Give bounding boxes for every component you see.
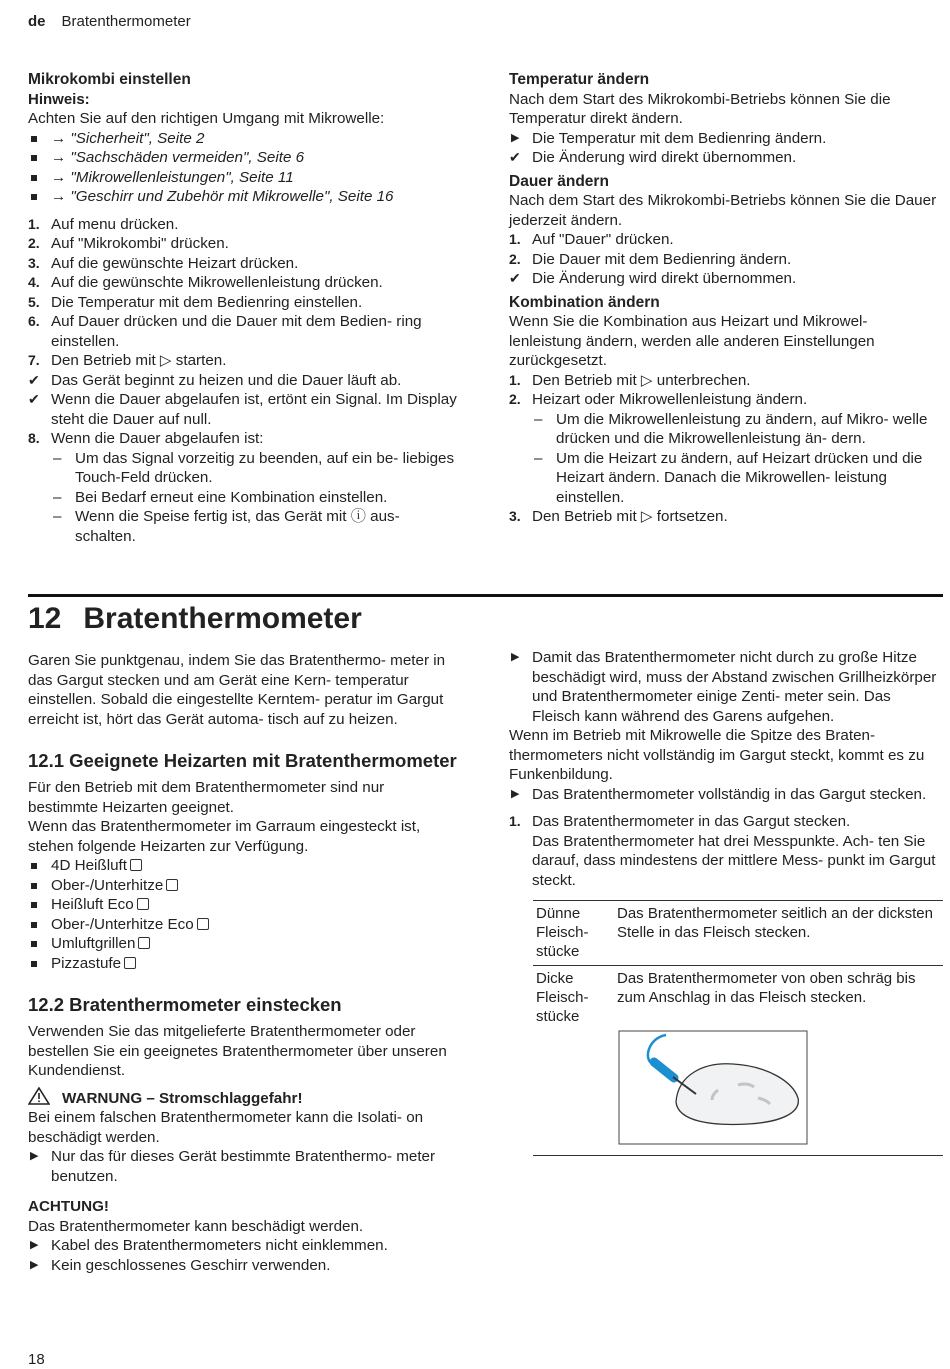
section-12-1-heading: 12.1 Geeignete Heizarten mit Bratenthermometer <box>28 750 457 771</box>
intro-text: Garen Sie punktgenau, indem Sie das Bratenthermo- meter in das Gargut stecken und am Gerät eine Kern- temperatur einstellen. Sobald die eingestellte Kerntem- peratur im Gargut erreicht ist, hört das Gerät automa- tisch auf zu heizen. <box>28 652 446 728</box>
result-item: ✔ Die Änderung wird direkt übernommen. <box>509 149 797 166</box>
heizart-item: Ober-/Unterhitze <box>28 876 458 896</box>
step-item: 4. Auf die gewünschte Mikrowellenleistung drücken. <box>28 274 383 291</box>
mikrokombi-heading: Mikrokombi einstellen <box>28 71 191 88</box>
right-top-column <box>509 70 943 527</box>
language-code: de <box>28 13 46 30</box>
temperatur-heading: Temperatur ändern <box>509 71 650 88</box>
triangle-icon: ▶ <box>30 1258 39 1271</box>
section-title <box>28 601 362 637</box>
table-cell: Das Bratenthermometer von oben schräg bis zum Anschlag in das Fleisch stecken. <box>614 966 943 1031</box>
heizart-pizzastufe-icon <box>124 957 136 969</box>
section-12-2-heading: 12.2 Bratenthermometer einstecken <box>28 994 342 1015</box>
sub-item: – Um die Heizart zu ändern, auf Heizart drücken und die Heizart ändern. Danach die Mikrowellen- leistung einstellen. <box>534 449 923 506</box>
heizarten-text-1: Für den Betrieb mit dem Bratenthermometer sind nur bestimmte Heizarten geeignet. <box>28 779 385 816</box>
kombination-heading: Kombination ändern <box>509 293 660 311</box>
reference-list <box>28 129 458 207</box>
sub-item: – Wenn die Speise fertig ist, das Gerät mit ⓘ aus- schalten. <box>53 508 400 545</box>
sub-item: – Um das Signal vorzeitig zu beenden, auf ein be- liebiges Touch-Feld drücken. <box>53 449 455 486</box>
heizart-umluftgrillen-icon <box>138 937 150 949</box>
reference-link[interactable]: → "Sachschäden vermeiden", Seite 6 <box>28 148 458 168</box>
einstecken-text: Verwenden Sie das mitgelieferte Bratenthermometer oder bestellen Sie ein geeignetes Bratenthermometer über unseren Kundendienst. <box>28 1023 447 1079</box>
action-item: ▶ Das Bratenthermometer vollständig in das Gargut stecken. <box>511 785 927 803</box>
funkenbildung-text: Wenn im Betrieb mit Mikrowelle die Spitze des Braten- thermometers nicht vollständig im Gargut steckt, kommt es zu Funkenbildung. <box>509 727 925 783</box>
warning-title: WARNUNG – Stromschlaggefahr! <box>28 1087 458 1109</box>
warning-action: ▶ Nur das für dieses Gerät bestimmte Bratenthermo- meter benutzen. <box>30 1148 436 1185</box>
action-item: ▶ Damit das Bratenthermometer nicht durch zu große Hitze beschädigt wird, muss der Abstand zwischen Grillheizkörper und Bratenthermometer einige Zenti- meter sein. Das Fleisch kann während des Garens aufgehen. <box>511 649 937 725</box>
step-item: 3. Auf die gewünschte Heizart drücken. <box>28 254 299 272</box>
triangle-icon: ▶ <box>511 787 520 800</box>
step-item: 8. Wenn die Dauer abgelaufen ist: <box>28 430 264 447</box>
step-item: 1. Auf menu drücken. <box>28 215 179 233</box>
left-top-column <box>28 70 458 546</box>
table-cell: Dicke Fleisch- stücke <box>533 966 614 1031</box>
table-cell: Dünne Fleisch- stücke <box>533 901 614 966</box>
right-bottom-column <box>509 648 943 1156</box>
step-list <box>28 215 458 547</box>
reference-link[interactable]: → "Mikrowellenleistungen", Seite 11 <box>28 168 458 188</box>
result-item: ✔ Das Gerät beginnt zu heizen und die Dauer läuft ab. <box>28 371 402 389</box>
step-item: 7. Den Betrieb mit ▷ starten. <box>28 352 227 369</box>
heizart-4d-icon <box>130 859 142 871</box>
heizart-ober-unterhitze-icon <box>166 879 178 891</box>
heizart-item: Ober-/Unterhitze Eco <box>28 915 458 935</box>
step-item: 2. Die Dauer mit dem Bedienring ändern. <box>509 250 792 268</box>
heizart-item: 4D Heißluft <box>28 856 458 876</box>
check-icon: ✔ <box>28 391 40 407</box>
step-item: 5. Die Temperatur mit dem Bedienring einstellen. <box>28 293 363 311</box>
step-item: 2. Heizart oder Mikrowellenleistung ändern. <box>509 391 808 408</box>
heizart-ober-unterhitze-eco-icon <box>197 918 209 930</box>
achtung-action: ▶ Kabel des Bratenthermometers nicht einklemmen. <box>30 1237 388 1254</box>
heizarten-list <box>28 856 458 973</box>
section-rule <box>28 594 943 597</box>
header-title: Bratenthermometer <box>61 13 191 30</box>
heizart-heissluft-eco-icon <box>137 898 149 910</box>
heizarten-text-2: Wenn das Bratenthermometer im Garraum eingesteckt ist, stehen folgende Heizarten zur Verfügung. <box>28 818 421 855</box>
step-item: 6. Auf Dauer drücken und die Dauer mit dem Bedien- ring einstellen. <box>28 313 422 350</box>
table-row <box>533 901 943 966</box>
warning-triangle-icon <box>28 1087 50 1105</box>
check-icon: ✔ <box>28 371 40 388</box>
step-item: 1. Auf "Dauer" drücken. <box>509 231 674 248</box>
reference-link[interactable]: → "Sicherheit", Seite 2 <box>28 129 458 149</box>
heizart-item: Umluftgrillen <box>28 934 458 954</box>
table-cell: Das Bratenthermometer seitlich an der dicksten Stelle in das Fleisch stecken. <box>614 901 943 966</box>
triangle-icon: ▶ <box>511 131 520 144</box>
section-number: 12 <box>28 602 62 635</box>
page-number: 18 <box>28 1351 45 1368</box>
meat-thermometer-illustration <box>618 1030 808 1145</box>
warning-text: Bei einem falschen Bratenthermometer kann die Isolati- on beschädigt werden. <box>28 1109 424 1146</box>
triangle-icon: ▶ <box>511 651 520 663</box>
dauer-text: Nach dem Start des Mikrokombi-Betriebs können Sie die Dauer jederzeit ändern. <box>509 192 937 229</box>
heizart-item: Pizzastufe <box>28 954 458 974</box>
sub-item: – Um die Mikrowellenleistung zu ändern, auf Mikro- welle drücken und die Mikrowellenleistung än- dern. <box>534 410 928 447</box>
kombination-text: Wenn Sie die Kombination aus Heizart und Mikrowel- lenleistung ändern, werden alle anderen Einstellungen zurückgesetzt. <box>509 313 875 369</box>
meat-table <box>533 900 943 1030</box>
triangle-icon: ▶ <box>30 1239 39 1251</box>
section-title-text: Bratenthermometer <box>83 602 362 635</box>
step-item: 2. Auf "Mikrokombi" drücken. <box>28 235 229 252</box>
note-label: Hinweis: <box>28 90 90 108</box>
note-text: Achten Sie auf den richtigen Umgang mit Mikrowelle: <box>28 110 385 127</box>
heizart-item: Heißluft Eco <box>28 895 458 915</box>
action-item: ▶ Die Temperatur mit dem Bedienring ändern. <box>511 129 827 147</box>
running-header <box>28 13 191 30</box>
sub-item: – Bei Bedarf erneut eine Kombination einstellen. <box>53 488 388 506</box>
step-item: 1. Das Bratenthermometer in das Gargut stecken. Das Bratenthermometer hat drei Messpunkte. Ach- ten Sie darauf, dass mindestens der mittlere Mess- punkt im Gargut steckt. <box>509 813 936 889</box>
check-icon: ✔ <box>509 149 521 165</box>
step-item: 3. Den Betrieb mit ▷ fortsetzen. <box>509 508 728 525</box>
dauer-heading: Dauer ändern <box>509 172 609 190</box>
temperatur-text: Nach dem Start des Mikrokombi-Betriebs können Sie die Temperatur direkt ändern. <box>509 90 891 127</box>
table-row <box>533 966 943 1031</box>
check-icon: ✔ <box>509 270 521 286</box>
left-bottom-column <box>28 651 458 1275</box>
thermometer-figure <box>533 1030 943 1156</box>
step-item: 1. Den Betrieb mit ▷ unterbrechen. <box>509 371 751 389</box>
result-item: ✔ Wenn die Dauer abgelaufen ist, ertönt ein Signal. Im Display steht die Dauer auf null. <box>28 391 457 428</box>
triangle-icon: ▶ <box>30 1150 39 1162</box>
reference-link[interactable]: → "Geschirr und Zubehör mit Mikrowelle", Seite 16 <box>28 187 458 207</box>
achtung-title: ACHTUNG! <box>28 1198 109 1215</box>
result-item: ✔ Die Änderung wird direkt übernommen. <box>509 270 797 287</box>
achtung-text: Das Bratenthermometer kann beschädigt werden. <box>28 1217 364 1235</box>
achtung-action: ▶ Kein geschlossenes Geschirr verwenden. <box>30 1256 331 1274</box>
